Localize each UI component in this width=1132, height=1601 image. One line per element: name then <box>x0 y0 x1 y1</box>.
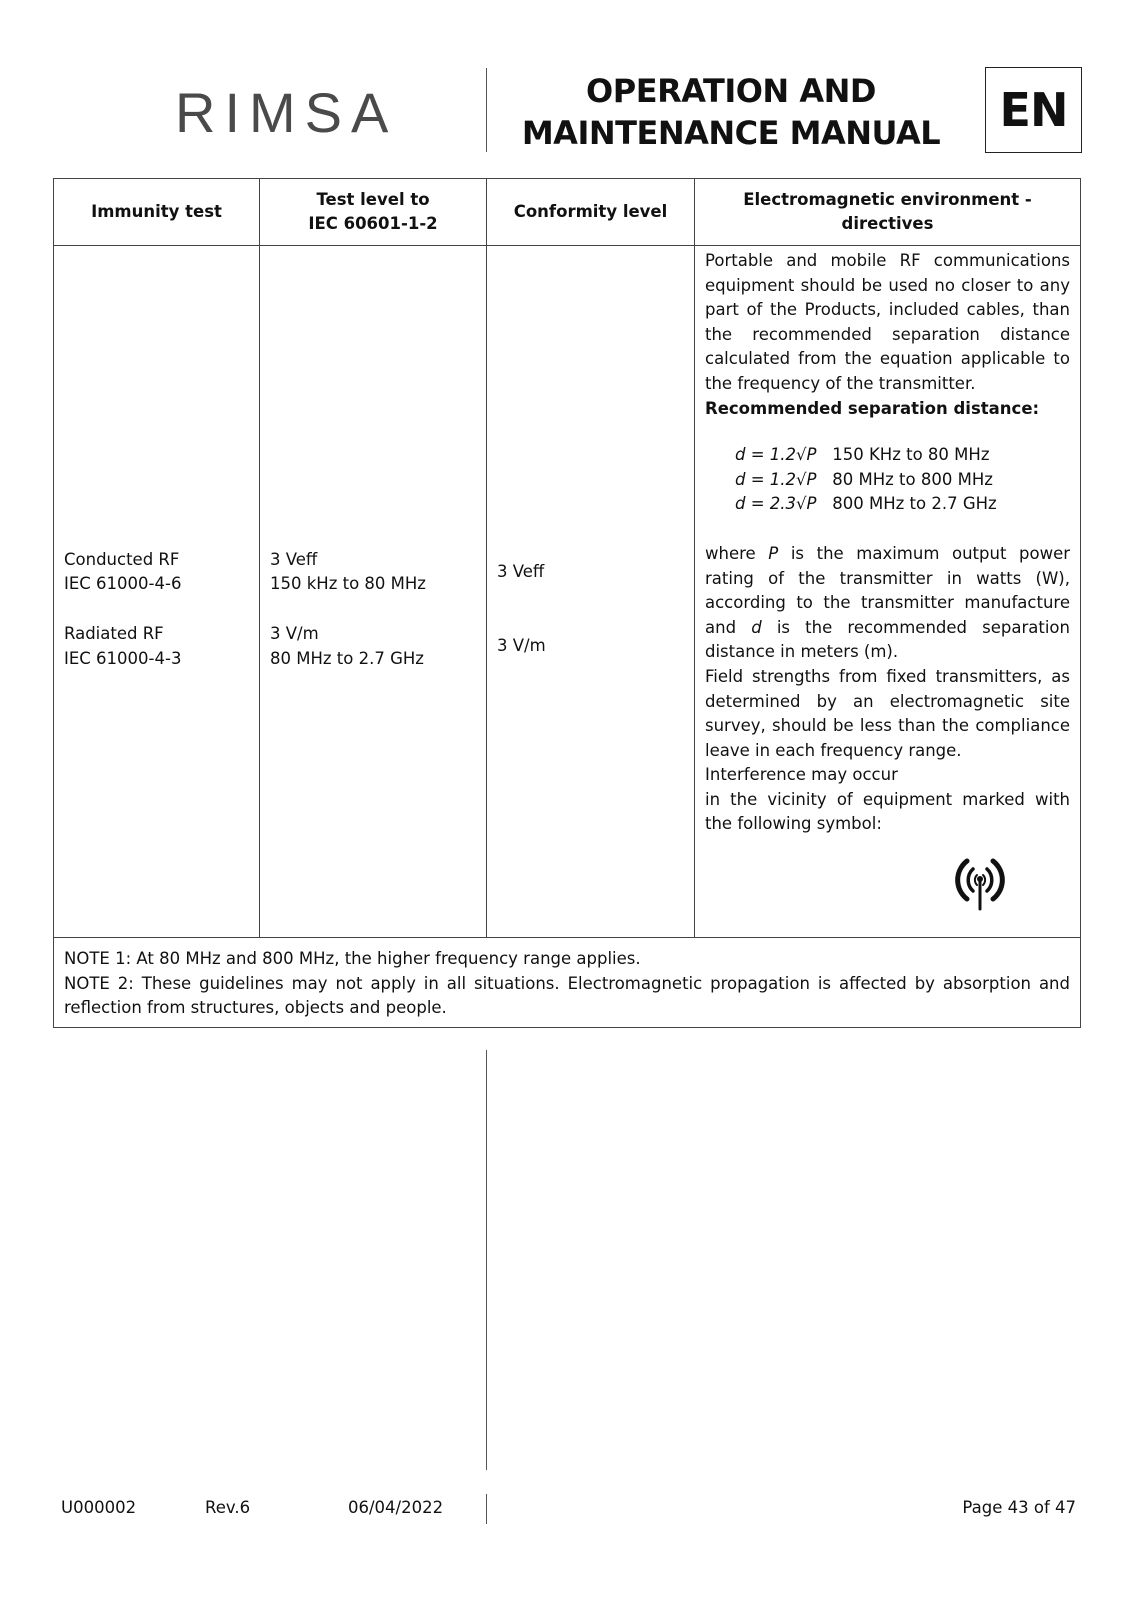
equations-list <box>735 443 1070 517</box>
equation-formula: d = 2.3√P <box>735 494 817 514</box>
field-strength-paragraph: Field strengths from fixed transmitters, as determined by an electromagnetic site survey, should be less than the compliance leave in each frequency range. <box>705 666 1070 760</box>
table-row <box>54 246 1081 938</box>
equation-row <box>735 492 1070 517</box>
non-ionizing-radiation-icon <box>945 849 1015 913</box>
language-badge: EN <box>985 67 1082 153</box>
equation-range: 800 MHz to 2.7 GHz <box>832 494 997 514</box>
immunity-table <box>53 178 1081 1028</box>
where-paragraph <box>705 542 1070 665</box>
table-header-row <box>54 179 1081 246</box>
logo-text: RIMSA <box>175 81 398 144</box>
recommended-distance-heading: Recommended separation distance: <box>705 398 1040 418</box>
directives-intro: Portable and mobile RF communications equipment should be used no closer to any part of the Products, included cables, than the recommended separation distance calculated from the equation applicable to the frequency of the transmitter. <box>705 251 1070 393</box>
directives-cell <box>695 246 1081 938</box>
radiated-conformity: 3 V/m <box>497 636 546 655</box>
equation-range: 80 MHz to 800 MHz <box>832 469 993 489</box>
header-immunity-test: Immunity test <box>54 179 260 246</box>
where-text-1: where <box>705 543 769 563</box>
header-em-line1: Electromagnetic environment - <box>743 190 1032 209</box>
equation-row <box>735 443 1070 468</box>
radiated-test-value: 3 V/m <box>270 624 319 643</box>
test-level-cell <box>260 246 487 938</box>
conformity-level-cell <box>487 246 695 938</box>
conducted-test-value: 3 Veff <box>270 549 318 569</box>
equation-formula: d = 1.2√P <box>735 469 817 489</box>
rimsa-logo <box>175 81 398 144</box>
radiated-rf-standard: IEC 61000-4-3 <box>64 648 182 668</box>
footer-date: 06/04/2022 <box>348 1498 444 1517</box>
where-text-3: is the recommended separation distance in meters (m). <box>705 617 1070 662</box>
column-divider <box>486 1050 487 1470</box>
equation-formula: d = 1.2√P <box>735 445 817 465</box>
page-title <box>516 70 946 154</box>
conducted-test-range: 150 kHz to 80 MHz <box>270 574 426 594</box>
equation-range: 150 KHz to 80 MHz <box>832 445 990 465</box>
equation-row <box>735 468 1070 493</box>
radiated-test-range: 80 MHz to 2.7 GHz <box>270 648 424 668</box>
footer-doc-code: U000002 <box>61 1498 137 1517</box>
where-text-2: is the maximum output power rating of the transmitter in watts (W), according to the transmitter manufacture and <box>705 543 1071 637</box>
header-em-environment <box>695 179 1081 246</box>
conducted-conformity: 3 Veff <box>497 562 545 582</box>
header-test-level-line2: IEC 60601-1-2 <box>308 214 438 233</box>
header-test-level <box>260 179 487 246</box>
notes-row <box>54 938 1081 1028</box>
title-line-1: OPERATION AND <box>586 72 876 110</box>
var-d: d <box>751 617 762 637</box>
note-1: NOTE 1: At 80 MHz and 800 MHz, the higher frequency range applies. <box>64 949 641 968</box>
immunity-test-cell <box>54 246 260 938</box>
header-divider <box>486 68 487 152</box>
var-P: P <box>768 543 779 563</box>
header-test-level-line1: Test level to <box>316 190 430 209</box>
interference-line-2: in the vicinity of equipment marked with the following symbol: <box>705 789 1070 834</box>
header-em-line2: directives <box>841 214 934 233</box>
header-conformity-level: Conformity level <box>487 179 695 246</box>
conducted-rf-standard: IEC 61000-4-6 <box>64 574 182 594</box>
footer-divider <box>486 1494 487 1524</box>
footer-revision: Rev.6 <box>205 1498 251 1517</box>
conducted-rf-label: Conducted RF <box>64 549 180 569</box>
notes-cell <box>54 938 1081 1028</box>
radiated-rf-label: Radiated RF <box>64 624 164 643</box>
footer-page-number: Page 43 of 47 <box>962 1498 1076 1517</box>
interference-line-1: Interference may occur <box>705 765 898 785</box>
title-line-2: MAINTENANCE MANUAL <box>521 114 941 152</box>
note-2: NOTE 2: These guidelines may not apply in all situations. Electromagnetic propagation is affected by absorption and reflection from structures, objects and people. <box>64 973 1070 1018</box>
